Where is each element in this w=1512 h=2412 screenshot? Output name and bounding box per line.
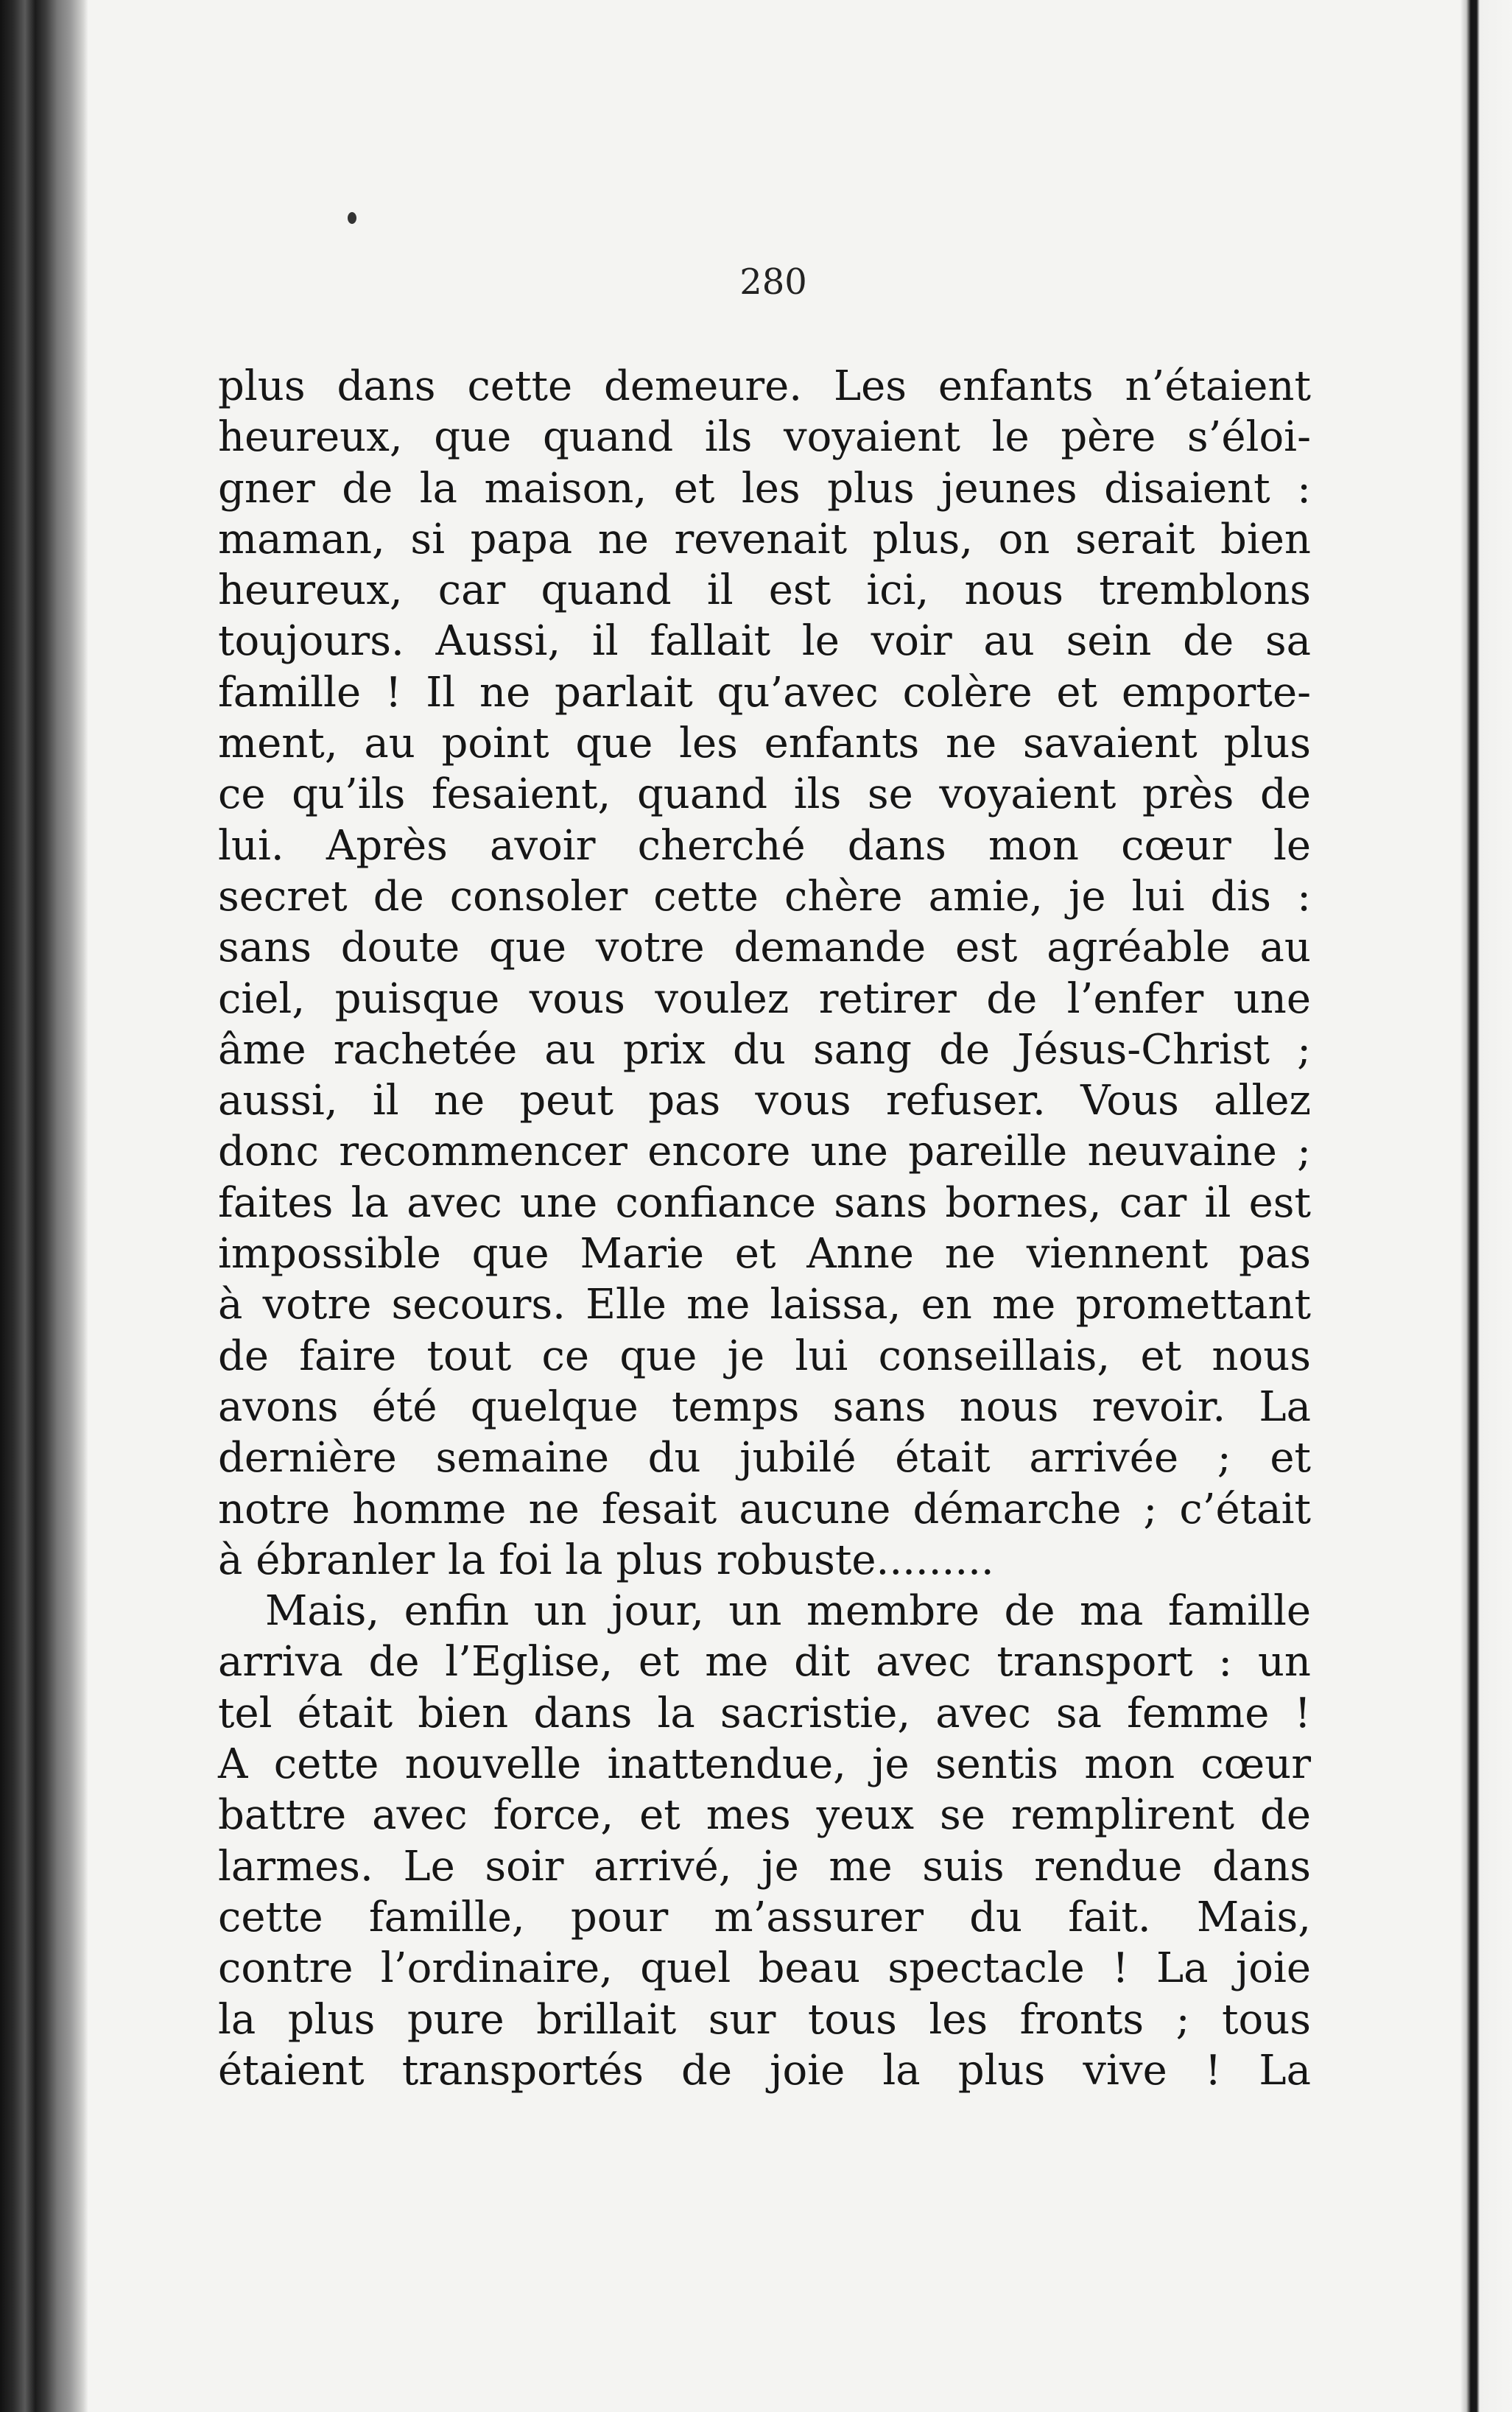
- text-line: famille ! Il ne parlait qu’avec colère et emporte-: [218, 668, 1311, 717]
- text-line: sans doute que votre demande est agréable au: [218, 924, 1311, 972]
- text-line: ciel, puisque vous voulez retirer de l’enfer une: [218, 974, 1311, 1023]
- text-line: notre homme ne fesait aucune démarche ; c’était: [218, 1485, 1311, 1533]
- text-line: avons été quelque temps sans nous revoir. La: [218, 1382, 1311, 1431]
- text-line: âme rachetée au prix du sang de Jésus-Christ ;: [218, 1025, 1311, 1074]
- text-line: impossible que Marie et Anne ne viennent pas: [218, 1230, 1311, 1279]
- text-line: étaient transportés de joie la plus vive ! La: [218, 2046, 1311, 2095]
- text-line: maman, si papa ne revenait plus, on serait bien: [218, 515, 1311, 563]
- text-line: la plus pure brillait sur tous les fronts ; tous: [218, 1995, 1311, 2044]
- text-line: cette famille, pour m’assurer du fait. Mais,: [218, 1893, 1311, 1941]
- text-line: de faire tout ce que je lui conseillais, et nous: [218, 1332, 1311, 1380]
- book-spine: [0, 0, 88, 2412]
- page-number: 280: [739, 261, 807, 303]
- body-text: [218, 361, 1311, 2096]
- text-line: à ébranler la foi la plus robuste.........: [218, 1536, 994, 1584]
- text-line: battre avec force, et mes yeux se remplirent de: [218, 1791, 1311, 1840]
- text-line: Mais, enfin un jour, un membre de ma famille: [265, 1587, 1311, 1636]
- text-line: faites la avec une confiance sans bornes, car il est: [218, 1178, 1311, 1227]
- next-page-edge: [1460, 0, 1512, 2412]
- text-line: larmes. Le soir arrivé, je me suis rendue dans: [218, 1842, 1311, 1891]
- text-line: tel était bien dans la sacristie, avec sa femme !: [218, 1689, 1311, 1737]
- text-line: arriva de l’Eglise, et me dit avec transport : un: [218, 1638, 1311, 1687]
- text-line: contre l’ordinaire, quel beau spectacle ! La joie: [218, 1944, 1311, 1993]
- text-line: à votre secours. Elle me laissa, en me promettant: [218, 1281, 1311, 1329]
- text-line: gner de la maison, et les plus jeunes disaient :: [218, 464, 1311, 513]
- ink-speck: [348, 212, 356, 224]
- text-line: heureux, que quand ils voyaient le père s’éloi-: [218, 413, 1311, 462]
- text-line: toujours. Aussi, il fallait le voir au sein de sa: [218, 617, 1311, 666]
- text-line: A cette nouvelle inattendue, je sentis mon cœur: [218, 1740, 1311, 1789]
- text-line: heureux, car quand il est ici, nous tremblons: [218, 566, 1311, 615]
- text-line: plus dans cette demeure. Les enfants n’étaient: [218, 362, 1311, 410]
- text-line: donc recommencer encore une pareille neuvaine ;: [218, 1128, 1311, 1176]
- text-line: aussi, il ne peut pas vous refuser. Vous allez: [218, 1077, 1311, 1125]
- text-line: lui. Après avoir cherché dans mon cœur le: [218, 821, 1311, 870]
- text-line: ce qu’ils fesaient, quand ils se voyaient près de: [218, 770, 1311, 819]
- text-line: secret de consoler cette chère amie, je lui dis :: [218, 872, 1311, 921]
- text-line: dernière semaine du jubilé était arrivée ; et: [218, 1434, 1311, 1483]
- text-line: ment, au point que les enfants ne savaient plus: [218, 720, 1311, 768]
